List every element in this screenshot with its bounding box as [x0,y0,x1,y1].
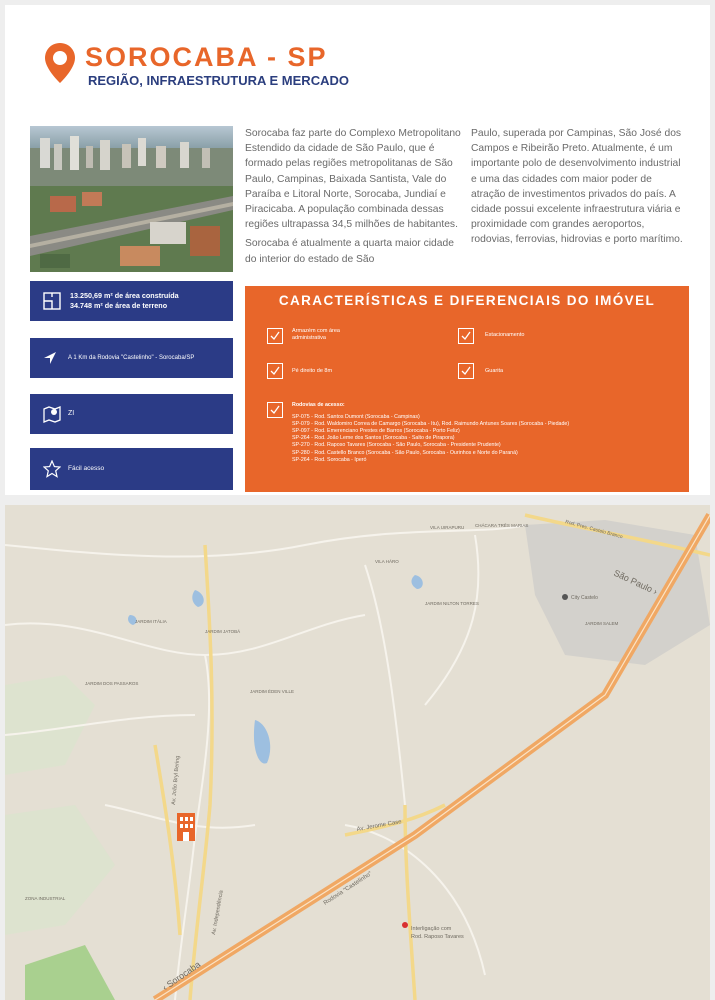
checkbox-icon [267,363,283,379]
map-label-av-bryl: Av. João Bryl Bering [171,755,182,806]
road-item: SP-264 - Rod. João Leme dos Santos (Sorocaba - Salto de Pirapora) [292,435,455,442]
map-label-sao-paulo: São Paulo › [612,567,660,597]
map-label-city-castelo: City Castelo [571,595,598,601]
road-item: SP-280 - Rod. Castello Branco (Sorocaba - São Paulo, Sorocaba - Ourinhos e Norte do Paraná) [292,449,518,456]
interchange-marker[interactable] [402,922,408,928]
road-item: SP-270 - Rod. Raposo Tavares (Sorocaba - São Paulo, Sorocaba - Presidente Prudente) [292,442,501,449]
road-item: SP-075 - Rod. Santos Dumont (Sorocaba - Campinas) [292,414,420,421]
feature-guardhouse: Guarita [485,368,504,374]
access-roads-list [292,402,569,464]
intro-paragraph: Paulo, superada por Campinas, São José dos Campos e Ribeirão Preto. Atualmente, é um importante polo de desenvolvimento industrial e uma das cidades com maior poder de atração de investimentos privados do país. A cidade possui excelente infraestrutura viária e proximidade com grandes aeroportos, rodovias, ferrovias, hidrovias e porto marítimo. [471,128,683,246]
map-label-jardim-jatoba: JARDIM JATOBÁ [205,629,241,634]
roads-title: Rodovias de acesso: [292,402,345,408]
feature-warehouse: Armazém com área administrativa [292,328,340,341]
checkbox-icon [267,402,283,418]
map-label-raposo: Rod. Raposo Tavares [411,934,464,940]
highway-card [30,338,233,378]
map-label-chacara: CHÁCARA TRÊS MARIAS [475,523,529,528]
property-marker[interactable] [177,813,195,841]
road-item: SP-097 - Rod. Emerenciano Prestes de Barros (Sorocaba - Porto Feliz) [292,428,460,435]
map-label-jardim-passaros: JARDIM DOS PASSAROS [85,681,139,686]
map-pin-icon [43,405,61,423]
map-label-jardim-eden: JARDIM ÉDEN VILLE [250,689,295,694]
checkbox-icon [267,328,283,344]
checkbox-icon [458,328,474,344]
map-label-jardim-salem: JARDIM SALEM [585,621,619,626]
page-title: SOROCABA - SP [85,42,328,72]
zone-card [30,394,233,434]
road-item: SP-264 - Rod. Sorocaba - Iperó [292,456,367,463]
aerial-city-photo [30,126,233,272]
highway-text: A 1 Km da Rodovia "Castelinho" - Sorocaba/SP [68,355,195,361]
map-label-castelinho: Rodovia "Castelinho" [322,870,374,907]
map-label-pres-castelo: Rod. Pres. Castelo Branco [564,519,624,541]
intro-column-1 [245,126,465,271]
map-label-jardim-nilton: JARDIM NILTON TORRES [425,601,479,606]
area-card [30,281,233,321]
location-map[interactable] [5,505,710,1000]
map-label-sorocaba: ‹ Sorocaba [160,959,203,993]
intro-column-2 [471,126,689,252]
road-item: SP-079 - Rod. Waldomiro Correa de Camargo (Sorocaba - Itu), Rod. Raimundo Antunes Soares (Sorocaba - Piedade) [292,421,570,428]
zone-text: ZI [68,410,75,417]
feature-parking: Estacionamento [485,332,525,338]
access-text: Fácil acesso [68,465,105,472]
built-area-text: 13.250,69 m² de área construída [70,291,179,300]
page-subtitle: REGIÃO, INFRAESTRUTURA E MERCADO [88,73,349,88]
checkbox-icon [458,363,474,379]
location-pin-icon [43,41,77,85]
city-marker [562,594,568,600]
brochure-page [5,5,710,495]
floor-plan-icon [43,292,61,310]
map-label-zona-industrial: ZONA INDUSTRIAL [25,896,66,901]
navigation-arrow-icon [43,351,57,365]
features-heading: CARACTERÍSTICAS E DIFERENCIAIS DO IMÓVEL [278,293,656,308]
intro-paragraph: Sorocaba faz parte do Complexo Metropolitano Estendido da cidade de São Paulo, que é formado pelas regiões metropolitanas de São Paulo, Campinas, Baixada Santista, Vale do Paraíba e Litoral Norte, Sorocaba, Jundiaí e Piracicaba. A população combinada dessas regiões ultrapassa 34,5 milhões de habitantes. [245,128,461,231]
map-label-interligacao: Interligação com [411,926,452,932]
intro-paragraph: Sorocaba é atualmente a quarta maior cidade do interior do estado de São [245,238,454,265]
feature-ceiling: Pé direito de 8m [292,368,333,374]
map-label-vila-haro: VILA HÁRO [375,559,399,564]
map-label-vila-uirapuru: VILA UIRAPURU [430,525,465,530]
access-card [30,448,233,490]
features-panel [245,286,689,492]
star-icon [43,460,61,478]
map-label-jardim-italia: JARDIM ITÁLIA [135,619,167,624]
land-area-text: 34.748 m² de área de terreno [70,301,168,310]
map-label-av-independencia: Av. Independência [211,889,225,936]
map-label-av-jerome: Av. Jerome Case [356,819,403,833]
